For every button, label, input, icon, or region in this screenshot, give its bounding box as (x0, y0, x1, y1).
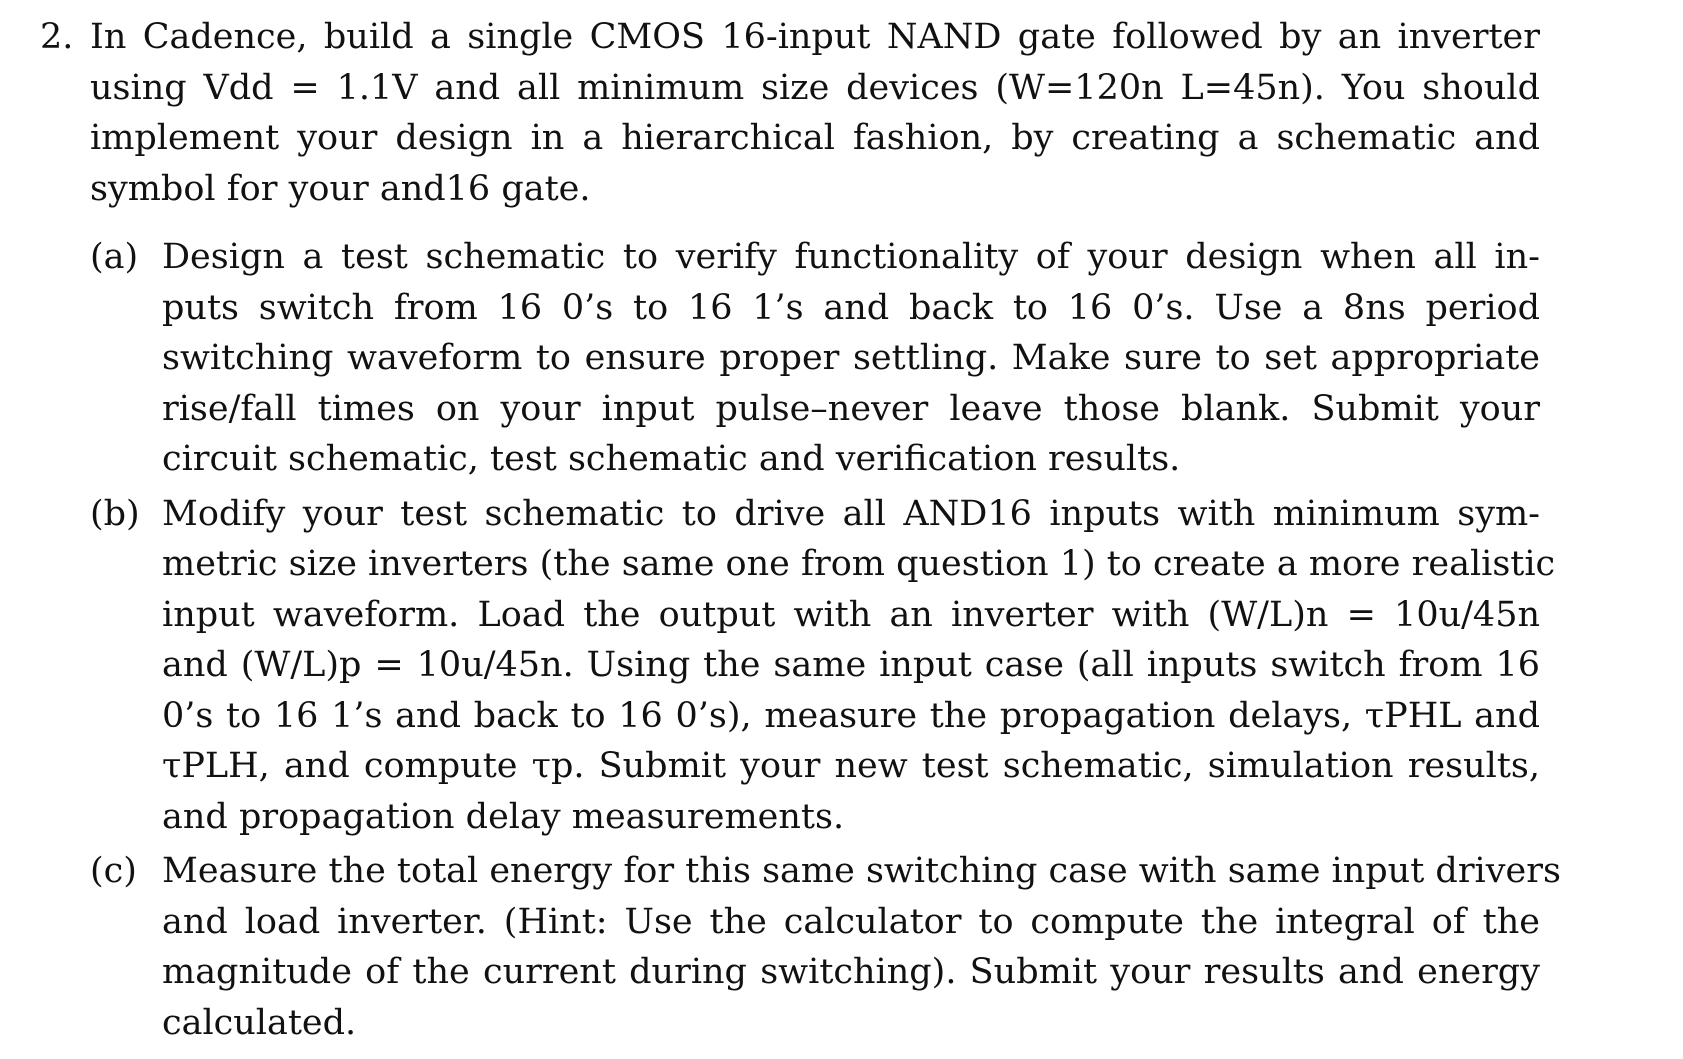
part-b-line-2: metric size inverters (the same one from question 1) to create a more realistic (162, 544, 1556, 584)
part-b-line-4: and (W/L)p = 10u/45n. Using the same input case (all inputs switch from 16 (162, 645, 1540, 685)
intro-line-4: symbol for your and16 gate. (90, 168, 591, 209)
part-b-line-1: Modify your test schematic to drive all AND16 inputs with minimum sym- (162, 493, 1540, 534)
part-a (40, 232, 1540, 485)
part-b (40, 489, 1556, 843)
part-a-line-2: puts switch from 16 0’s to 16 1’s and back to 16 0’s. Use a 8ns period (162, 287, 1540, 328)
intro-line-2: using Vdd = 1.1V and all minimum size devices (W=120n L=45n). You should (90, 67, 1540, 108)
part-c-line-4: calculated. (162, 1002, 357, 1043)
intro-line-1: In Cadence, build a single CMOS 16-input NAND gate followed by an inverter (90, 17, 1540, 57)
problem-number: 2. (40, 17, 74, 57)
subparts-list (40, 232, 1561, 1048)
part-b-line-6: τPLH, and compute τp. Submit your new test schematic, simulation results, (162, 746, 1540, 786)
part-c-label: (c) (90, 851, 137, 891)
intro-line-3: implement your design in a hierarchical fashion, by creating a schematic and (90, 118, 1540, 158)
part-c (40, 846, 1561, 1048)
part-b-label: (b) (90, 493, 140, 534)
part-c-line-3: magnitude of the current during switching). Submit your results and energy (162, 952, 1540, 992)
part-a-line-5: circuit schematic, test schematic and verification results. (162, 439, 1181, 479)
part-c-line-2: and load inverter. (Hint: Use the calculator to compute the integral of the (162, 901, 1540, 942)
part-a-line-4: rise/fall times on your input pulse–never leave those blank. Submit your (162, 388, 1540, 429)
part-a-label: (a) (90, 237, 139, 277)
problem-2 (40, 12, 1561, 1052)
part-b-line-3: input waveform. Load the output with an inverter with (W/L)n = 10u/45n (162, 594, 1540, 635)
part-c-line-1: Measure the total energy for this same switching case with same input drivers (162, 851, 1561, 891)
part-a-line-3: switching waveform to ensure proper settling. Make sure to set appropriate (162, 338, 1540, 378)
part-a-line-1: Design a test schematic to verify functionality of your design when all in- (162, 237, 1540, 277)
part-b-line-7: and propagation delay measurements. (162, 796, 845, 837)
part-b-line-5: 0’s to 16 1’s and back to 16 0’s), measure the propagation delays, τPHL and (162, 695, 1540, 736)
problem-intro (40, 12, 1540, 214)
